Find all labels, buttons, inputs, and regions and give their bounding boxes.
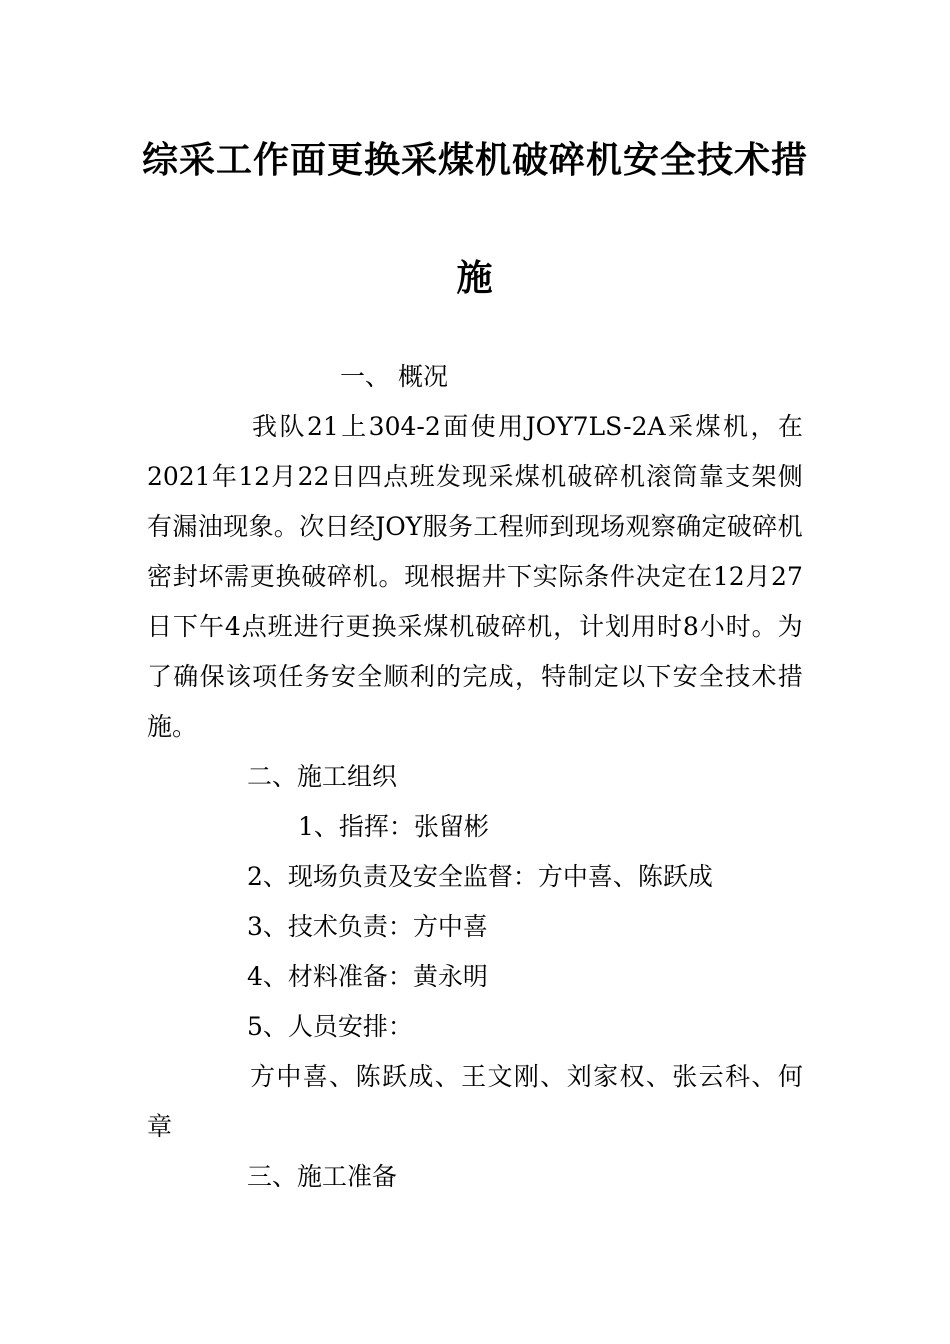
staff-names-line-2: 章 [147,1112,173,1141]
document-title-line-2: 施 [456,258,494,299]
paragraph-line-7: 施。 [147,712,198,741]
paragraph-line-4: 密 封 坏 需 更 换 破 碎 机 。 现 根 据 井 下 实 际 条 件 决 定 在 12 月 27 [147,562,803,591]
list-item-technical-lead: 3、技术负责：方中喜 [247,912,488,941]
staff-names-line-1: 方 中 喜 、 陈 跃 成 、 王 文 刚 、 刘 家 权 、 张 云 科 、 何 [250,1062,803,1091]
paragraph-line-5: 日 下 午 4 点 班 进 行 更 换 采 煤 机 破 碎 机 ， 计 划 用 时 8 小 时 。 为 [147,612,803,641]
paragraph-line-1: 我 队 21 上 304-2 面 使 用 JOY7LS-2A 采 煤 机 ， 在 [252,412,803,441]
list-item-staffing: 5、人员安排： [247,1012,413,1041]
document-title-line-1: 综采工作面更换采煤机破碎机安全技术措 [141,140,808,181]
section-2-heading: 二、施工组织 [247,762,398,791]
paragraph-line-6: 了 确 保 该 项 任 务 安 全 顺 利 的 完 成 ， 特 制 定 以 下 安 全 技 术 措 [147,662,803,691]
section-1-heading: 一、 概况 [340,362,448,391]
list-item-materials: 4、材料准备：黄永明 [247,962,488,991]
list-item-site-supervisor: 2、现场负责及安全监督：方中喜、陈跃成 [247,862,713,891]
list-item-commander: 1、指挥：张留彬 [298,812,489,841]
paragraph-line-2: 2021 年 12 月 22 日 四 点 班 发 现 采 煤 机 破 碎 机 滚 筒 靠 支 架 侧 [147,462,803,491]
section-3-heading: 三、施工准备 [247,1162,398,1191]
paragraph-line-3: 有 漏 油 现 象 。 次 日 经 JOY 服 务 工 程 师 到 现 场 观 察 确 定 破 碎 机 [147,512,803,541]
